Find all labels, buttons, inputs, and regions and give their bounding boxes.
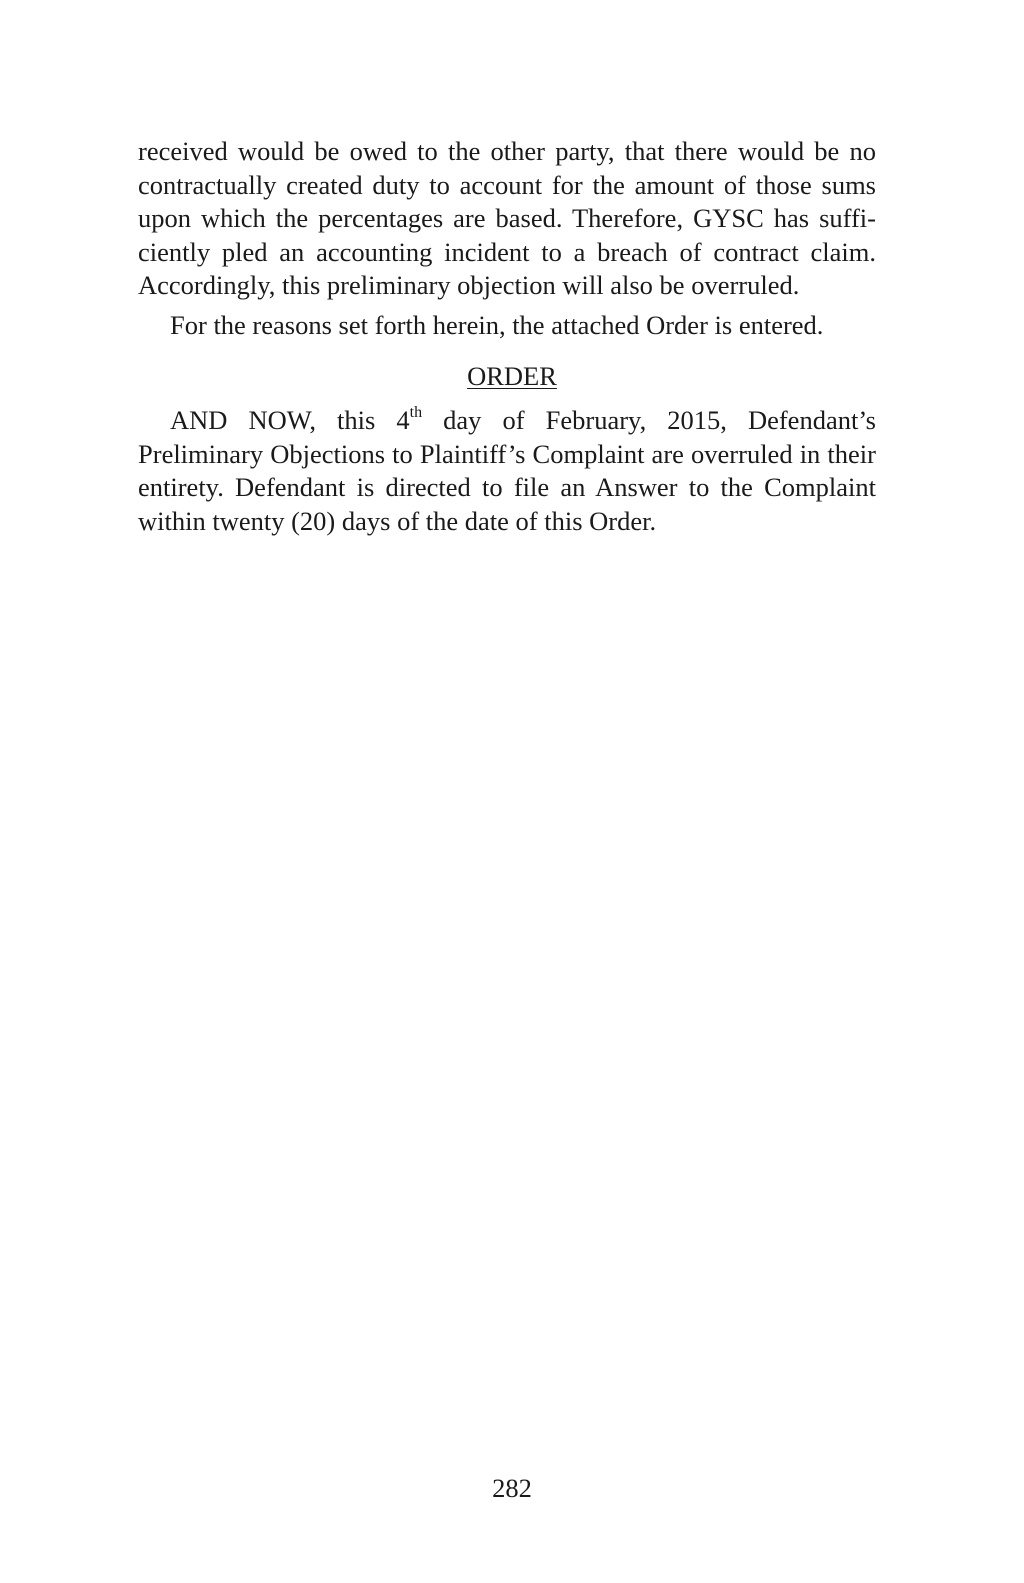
text-line: entirety. Defendant is directed to file an Answer to the Complaint [138, 472, 876, 502]
text-line: upon which the percentages are based. Therefore, GYSC has suffi- [138, 203, 876, 233]
order-line-1-end: day of February, 2015, Defendant’s [422, 405, 876, 435]
text-line: within twenty (20) days of the date of this Order. [138, 505, 657, 536]
ordinal-suffix: th [409, 404, 423, 422]
order-heading: ORDER [467, 361, 557, 391]
text-line: contractually created duty to account for the amount of those sums [138, 169, 876, 200]
order-paragraph [138, 404, 876, 538]
text-line: ciently pled an accounting incident to a breach of contract claim. [138, 236, 876, 267]
body-paragraph-1 [138, 135, 876, 303]
text-line [138, 404, 876, 438]
text-line: Preliminary Objections to Plaintiff’s Complaint are overruled in their [138, 438, 876, 469]
text-line: Accordingly, this preliminary objection will also be overruled. [138, 270, 800, 300]
order-line-1-start: AND NOW, this 4 [170, 405, 410, 435]
text-line: For the reasons set forth herein, the attached Order is entered. [170, 310, 824, 340]
body-paragraph-2 [138, 309, 876, 343]
page-number: 282 [492, 1473, 532, 1503]
text-line: received would be owed to the other party, that there would be no [138, 136, 876, 166]
